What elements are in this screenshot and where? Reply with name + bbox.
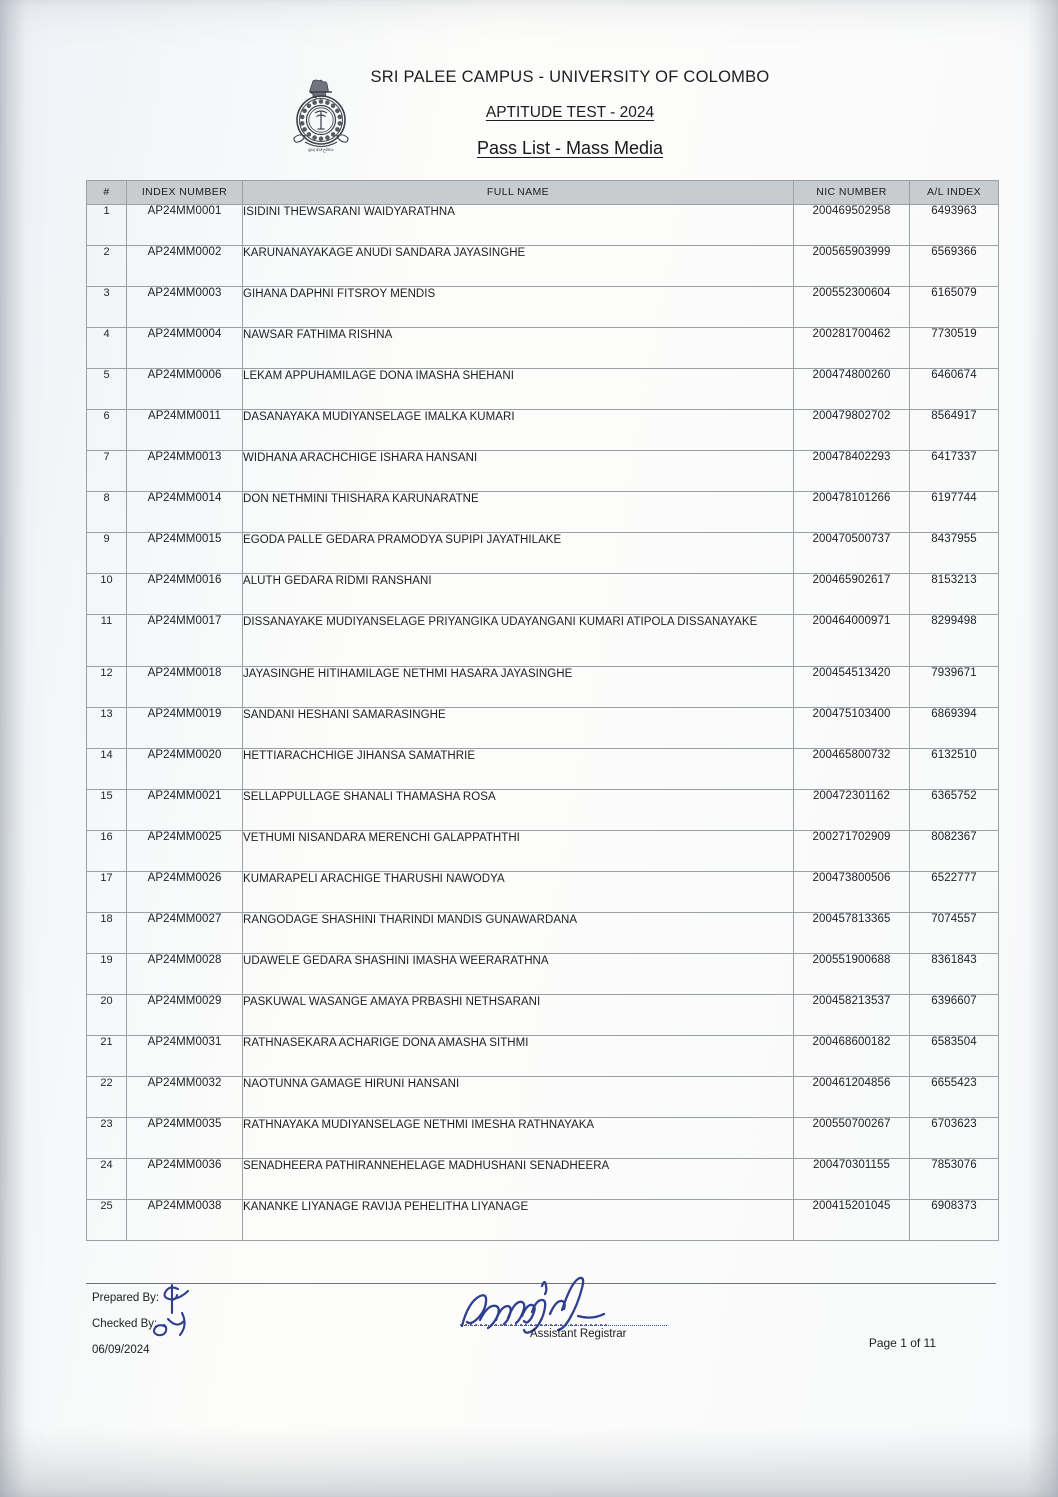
- row-nic-number: 200271702909: [794, 831, 910, 872]
- row-full-name: ALUTH GEDARA RIDMI RANSHANI: [243, 574, 794, 615]
- row-nic-number: 200565903999: [794, 246, 910, 287]
- table-row: [87, 492, 999, 533]
- row-number: 4: [87, 328, 127, 369]
- row-nic-number: 200478402293: [794, 451, 910, 492]
- row-full-name: DON NETHMINI THISHARA KARUNARATNE: [243, 492, 794, 533]
- row-number: 12: [87, 667, 127, 708]
- row-al-index: 6197744: [910, 492, 999, 533]
- row-nic-number: 200461204856: [794, 1077, 910, 1118]
- row-al-index: 8564917: [910, 410, 999, 451]
- column-header-full-name: FULL NAME: [243, 181, 794, 205]
- row-full-name: SELLAPPULLAGE SHANALI THAMASHA ROSA: [243, 790, 794, 831]
- list-title: Pass List - Mass Media: [476, 138, 664, 158]
- table-row: [87, 1036, 999, 1077]
- row-index-number: AP24MM0029: [127, 995, 243, 1036]
- row-full-name: RANGODAGE SHASHINI THARINDI MANDIS GUNAWARDANA: [243, 913, 794, 954]
- row-index-number: AP24MM0038: [127, 1200, 243, 1241]
- table-row: [87, 410, 999, 451]
- table-body: [87, 205, 999, 1241]
- row-full-name: PASKUWAL WASANGE AMAYA PRBASHI NETHSARANI: [243, 995, 794, 1036]
- row-full-name: JAYASINGHE HITIHAMILAGE NETHMI HASARA JAYASINGHE: [243, 667, 794, 708]
- row-number: 23: [87, 1118, 127, 1159]
- row-nic-number: 200473800506: [794, 872, 910, 913]
- row-full-name: UDAWELE GEDARA SHASHINI IMASHA WEERARATHNA: [243, 954, 794, 995]
- row-full-name: LEKAM APPUHAMILAGE DONA IMASHA SHEHANI: [243, 369, 794, 410]
- row-nic-number: 200550700267: [794, 1118, 910, 1159]
- svg-text:ප්‍රඥා ආලෝකය: ප්‍රඥා ආලෝකය: [308, 147, 335, 152]
- column-header-number: #: [87, 181, 127, 205]
- document-footer: [86, 1292, 996, 1402]
- row-nic-number: 200457813365: [794, 913, 910, 954]
- table-row: [87, 615, 999, 667]
- row-index-number: AP24MM0021: [127, 790, 243, 831]
- row-number: 8: [87, 492, 127, 533]
- row-al-index: 6460674: [910, 369, 999, 410]
- row-index-number: AP24MM0035: [127, 1118, 243, 1159]
- checked-by-label: Checked By:: [92, 1318, 158, 1330]
- row-full-name: EGODA PALLE GEDARA PRAMODYA SUPIPI JAYATHILAKE: [243, 533, 794, 574]
- row-full-name: WIDHANA ARACHCHIGE ISHARA HANSANI: [243, 451, 794, 492]
- row-full-name: SENADHEERA PATHIRANNEHELAGE MADHUSHANI SENADHEERA: [243, 1159, 794, 1200]
- table-row: [87, 369, 999, 410]
- table-row: [87, 246, 999, 287]
- row-full-name: RATHNASEKARA ACHARIGE DONA AMASHA SITHMI: [243, 1036, 794, 1077]
- table-row: [87, 205, 999, 246]
- row-full-name: VETHUMI NISANDARA MERENCHI GALAPPATHTHI: [243, 831, 794, 872]
- row-nic-number: 200474800260: [794, 369, 910, 410]
- table-row: [87, 1200, 999, 1241]
- row-index-number: AP24MM0036: [127, 1159, 243, 1200]
- row-nic-number: 200472301162: [794, 790, 910, 831]
- scan-artifact-right: [1028, 0, 1058, 1497]
- column-header-al-index: A/L INDEX: [910, 181, 999, 205]
- table-row: [87, 451, 999, 492]
- row-number: 24: [87, 1159, 127, 1200]
- pass-list-table: [86, 180, 999, 1241]
- row-full-name: KANANKE LIYANAGE RAVIJA PEHELITHA LIYANAGE: [243, 1200, 794, 1241]
- row-al-index: 6417337: [910, 451, 999, 492]
- row-full-name: DASANAYAKA MUDIYANSELAGE IMALKA KUMARI: [243, 410, 794, 451]
- row-number: 1: [87, 205, 127, 246]
- row-al-index: 6908373: [910, 1200, 999, 1241]
- row-nic-number: 200465800732: [794, 749, 910, 790]
- row-number: 10: [87, 574, 127, 615]
- table-row: [87, 667, 999, 708]
- assistant-registrar-label: Assistant Registrar: [530, 1328, 627, 1340]
- row-nic-number: 200458213537: [794, 995, 910, 1036]
- row-nic-number: 200478101266: [794, 492, 910, 533]
- row-index-number: AP24MM0017: [127, 615, 243, 667]
- row-al-index: 6569366: [910, 246, 999, 287]
- footer-date: 06/09/2024: [92, 1344, 150, 1356]
- row-al-index: 7730519: [910, 328, 999, 369]
- row-al-index: 8299498: [910, 615, 999, 667]
- row-number: 19: [87, 954, 127, 995]
- table-header-row: [87, 181, 999, 205]
- row-full-name: GIHANA DAPHNI FITSROY MENDIS: [243, 287, 794, 328]
- row-number: 16: [87, 831, 127, 872]
- row-number: 25: [87, 1200, 127, 1241]
- row-number: 13: [87, 708, 127, 749]
- table-row: [87, 872, 999, 913]
- row-index-number: AP24MM0019: [127, 708, 243, 749]
- table-row: [87, 995, 999, 1036]
- page-number-label: Page 1 of 11: [868, 1336, 936, 1350]
- row-full-name: NAOTUNNA GAMAGE HIRUNI HANSANI: [243, 1077, 794, 1118]
- table-row: [87, 1159, 999, 1200]
- table-row: [87, 1118, 999, 1159]
- row-number: 18: [87, 913, 127, 954]
- row-number: 11: [87, 615, 127, 667]
- row-nic-number: 200469502958: [794, 205, 910, 246]
- row-index-number: AP24MM0014: [127, 492, 243, 533]
- row-index-number: AP24MM0032: [127, 1077, 243, 1118]
- table-row: [87, 831, 999, 872]
- row-number: 3: [87, 287, 127, 328]
- row-al-index: 6165079: [910, 287, 999, 328]
- row-number: 21: [87, 1036, 127, 1077]
- row-nic-number: 200468600182: [794, 1036, 910, 1077]
- row-al-index: 6869394: [910, 708, 999, 749]
- row-number: 5: [87, 369, 127, 410]
- row-al-index: 8153213: [910, 574, 999, 615]
- row-al-index: 8082367: [910, 831, 999, 872]
- row-al-index: 7939671: [910, 667, 999, 708]
- table-row: [87, 954, 999, 995]
- row-nic-number: 200475103400: [794, 708, 910, 749]
- row-index-number: AP24MM0013: [127, 451, 243, 492]
- row-number: 22: [87, 1077, 127, 1118]
- row-index-number: AP24MM0027: [127, 913, 243, 954]
- table-row: [87, 533, 999, 574]
- column-header-nic-number: NIC NUMBER: [794, 181, 910, 205]
- row-full-name: KARUNANAYAKAGE ANUDI SANDARA JAYASINGHE: [243, 246, 794, 287]
- row-al-index: 8437955: [910, 533, 999, 574]
- row-index-number: AP24MM0011: [127, 410, 243, 451]
- scan-artifact-bottom: [0, 1427, 1058, 1497]
- row-full-name: DISSANAYAKE MUDIYANSELAGE PRIYANGIKA UDAYANGANI KUMARI ATIPOLA DISSANAYAKE: [243, 615, 794, 667]
- row-index-number: AP24MM0002: [127, 246, 243, 287]
- row-al-index: 6583504: [910, 1036, 999, 1077]
- row-index-number: AP24MM0015: [127, 533, 243, 574]
- institution-title: SRI PALEE CAMPUS - UNIVERSITY OF COLOMBO: [370, 68, 770, 86]
- row-number: 6: [87, 410, 127, 451]
- row-al-index: 6703623: [910, 1118, 999, 1159]
- row-al-index: 8361843: [910, 954, 999, 995]
- row-nic-number: 200454513420: [794, 667, 910, 708]
- row-nic-number: 200552300604: [794, 287, 910, 328]
- pass-list-table-container: [86, 180, 999, 1241]
- row-index-number: AP24MM0025: [127, 831, 243, 872]
- row-index-number: AP24MM0001: [127, 205, 243, 246]
- row-number: 7: [87, 451, 127, 492]
- row-index-number: AP24MM0004: [127, 328, 243, 369]
- row-al-index: 6493963: [910, 205, 999, 246]
- row-full-name: KUMARAPELI ARACHIGE THARUSHI NAWODYA: [243, 872, 794, 913]
- row-index-number: AP24MM0026: [127, 872, 243, 913]
- row-al-index: 6522777: [910, 872, 999, 913]
- row-nic-number: 200479802702: [794, 410, 910, 451]
- row-nic-number: 200464000971: [794, 615, 910, 667]
- prepared-by-label: Prepared By:: [92, 1292, 160, 1304]
- row-number: 17: [87, 872, 127, 913]
- row-index-number: AP24MM0020: [127, 749, 243, 790]
- row-nic-number: 200415201045: [794, 1200, 910, 1241]
- row-index-number: AP24MM0031: [127, 1036, 243, 1077]
- row-number: 9: [87, 533, 127, 574]
- row-index-number: AP24MM0028: [127, 954, 243, 995]
- exam-title: APTITUDE TEST - 2024: [485, 104, 655, 121]
- table-row: [87, 287, 999, 328]
- row-full-name: SANDANI HESHANI SAMARASINGHE: [243, 708, 794, 749]
- row-number: 14: [87, 749, 127, 790]
- column-header-index-number: INDEX NUMBER: [127, 181, 243, 205]
- signature-dotted-line: [462, 1325, 667, 1326]
- table-row: [87, 574, 999, 615]
- row-al-index: 7074557: [910, 913, 999, 954]
- scan-artifact-left: [0, 0, 26, 1497]
- table-row: [87, 913, 999, 954]
- table-row: [87, 749, 999, 790]
- row-index-number: AP24MM0003: [127, 287, 243, 328]
- row-full-name: HETTIARACHCHIGE JIHANSA SAMATHRIE: [243, 749, 794, 790]
- row-nic-number: 200470301155: [794, 1159, 910, 1200]
- row-index-number: AP24MM0016: [127, 574, 243, 615]
- university-of-colombo-crest-icon: [288, 78, 354, 158]
- row-full-name: NAWSAR FATHIMA RISHNA: [243, 328, 794, 369]
- row-nic-number: 200465902617: [794, 574, 910, 615]
- row-nic-number: 200470500737: [794, 533, 910, 574]
- table-row: [87, 1077, 999, 1118]
- row-al-index: 6365752: [910, 790, 999, 831]
- row-number: 15: [87, 790, 127, 831]
- row-nic-number: 200551900688: [794, 954, 910, 995]
- table-row: [87, 790, 999, 831]
- row-nic-number: 200281700462: [794, 328, 910, 369]
- row-index-number: AP24MM0006: [127, 369, 243, 410]
- row-al-index: 7853076: [910, 1159, 999, 1200]
- document-header: [0, 62, 1058, 159]
- table-row: [87, 328, 999, 369]
- row-index-number: AP24MM0018: [127, 667, 243, 708]
- row-full-name: ISIDINI THEWSARANI WAIDYARATHNA: [243, 205, 794, 246]
- row-number: 2: [87, 246, 127, 287]
- row-full-name: RATHNAYAKA MUDIYANSELAGE NETHMI IMESHA RATHNAYAKA: [243, 1118, 794, 1159]
- table-row: [87, 708, 999, 749]
- footer-signoff-block: [92, 1292, 159, 1356]
- row-number: 20: [87, 995, 127, 1036]
- row-al-index: 6655423: [910, 1077, 999, 1118]
- row-al-index: 6132510: [910, 749, 999, 790]
- row-al-index: 6396607: [910, 995, 999, 1036]
